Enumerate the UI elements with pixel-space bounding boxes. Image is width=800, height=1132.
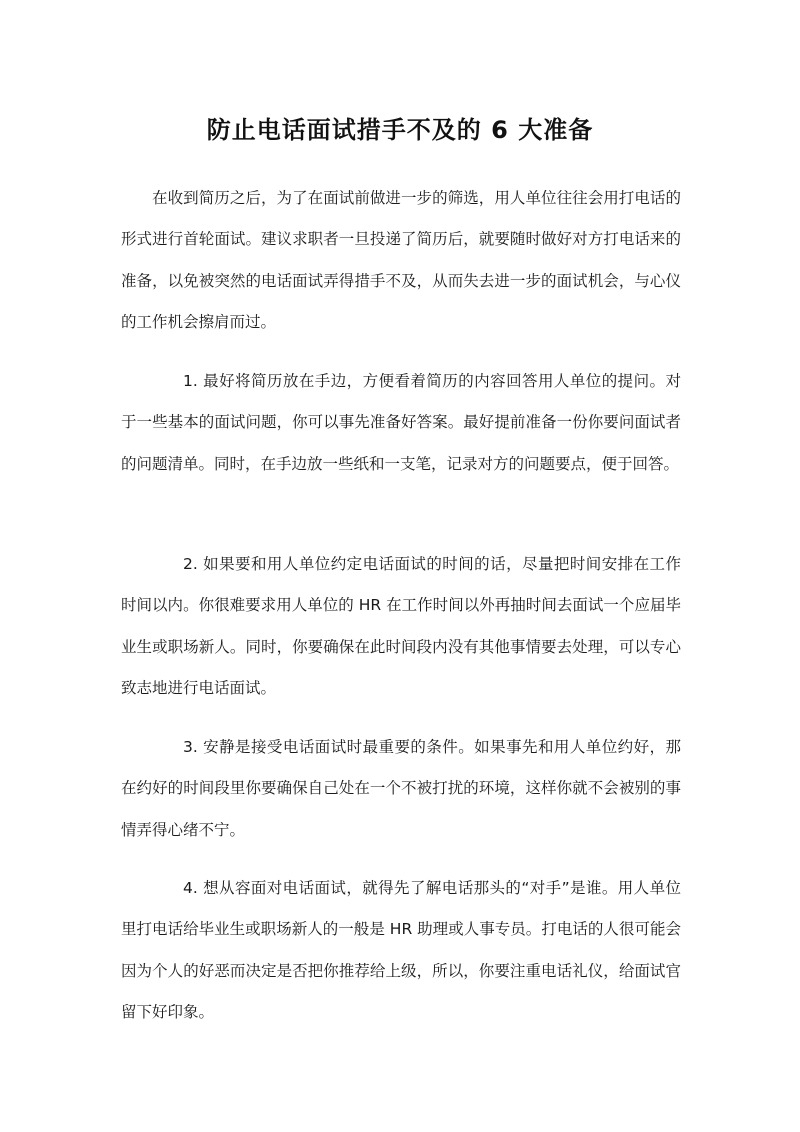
tip-paragraph-4 [121, 868, 681, 1033]
paragraph-text: 1. 最好将简历放在手边，方便看着简历的内容回答用人单位的提问。对于一些基本的面试问题，你可以事先准备好答案。最好提前准备一份你要问面试者的问题清单。同时，在手边放一些纸和一支笔，记录对方的问题要点，便于回答。 [121, 372, 681, 473]
paragraph-text: 2. 如果要和用人单位约定电话面试的时间的话，尽量把时间安排在工作时间以内。你很难要求用人单位的 HR 在工作时间以外再抽时间去面试一个应届毕业生或职场新人。同时，你要确保在此时间段内没有其他事情要去处理，可以专心致志地进行电话面试。 [121, 555, 681, 697]
paragraph-text: 3. 安静是接受电话面试时最重要的条件。如果事先和用人单位约好，那在约好的时间段里你要确保自己处在一个不被打扰的环境，这样你就不会被别的事情弄得心绪不宁。 [121, 738, 681, 839]
tip-paragraph-3 [121, 727, 681, 851]
tip-paragraph-2 [121, 544, 681, 709]
paragraph-text: 4. 想从容面对电话面试，就得先了解电话那头的“对手”是谁。用人单位里打电话给毕业生或职场新人的一般是 HR 助理或人事专员。打电话的人很可能会因为个人的好恶而决定是否把你推荐给上级，所以，你要注重电话礼仪，给面试官留下好印象。 [121, 879, 681, 1021]
paragraph-text: 在收到简历之后，为了在面试前做进一步的筛选，用人单位往往会用打电话的形式进行首轮面试。建议求职者一旦投递了简历后，就要随时做好对方打电话来的准备，以免被突然的电话面试弄得措手不及，从而失去进一步的面试机会，与心仪的工作机会擦肩而过。 [121, 189, 681, 331]
document-title: 防止电话面试措手不及的 6 大准备 [206, 116, 594, 144]
intro-paragraph [121, 178, 681, 343]
tip-paragraph-1 [121, 361, 681, 485]
